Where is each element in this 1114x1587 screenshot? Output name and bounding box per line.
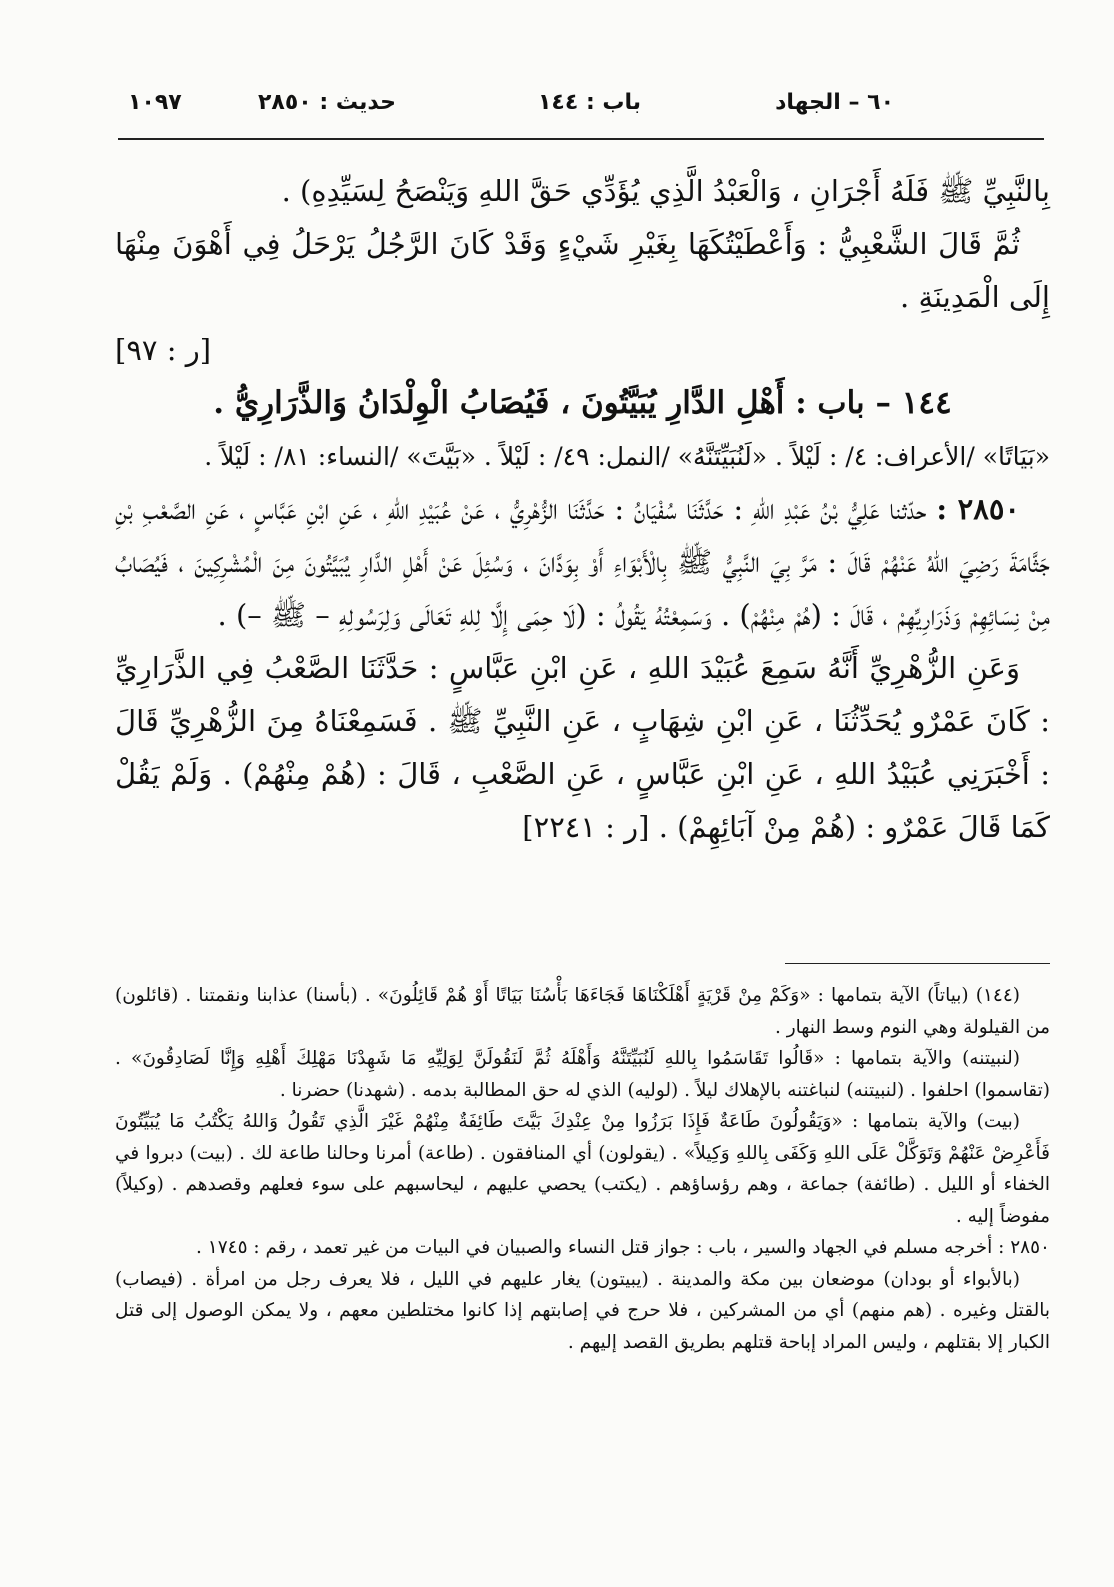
footnote: (بالأبواء أو بودان) موضعان بين مكة والمدينة . (يبيتون) يغار عليهم في الليل ، فلا يعرف رجل من امرأة . (فيصاب) بالقتل وغيره . (هم منهم) أي من المشركين ، فلا حرج في إصابتهم إذا كانوا مختلطين معهم ، ولا يمكن الوصول إلى قتل الكبار إلا بقتلهم ، وليس المراد إباحة قتلهم بطريق القصد إليهم . (115, 1268, 1050, 1353)
page-number: ١٠٩٧ (128, 90, 182, 115)
hadith-text: حدّثنا عَلِيُّ بْنُ عَبْدِ اللهِ : حَدَّثَنَا سُفْيَانُ : حَدَّثَنَا الزُّهْرِيُّ ، عَنْ عُبَيْدِ اللهِ ، عَنِ ابْنِ عَبَّاسٍ ، عَنِ الصَّعْبِ بْنِ جَثَّامَةَ رَضِيَ اللهُ عَنْهُمْ قَالَ : مَرَّ بِيَ النَّبِيُّ ﷺ بِالْأَبْوَاءِ أَوْ بِوَدَّانَ ، وَسُئِلَ عَنْ أَهْلِ الدَّارِ يُبَيَّتُونَ مِنَ الْمُشْرِكِينَ ، فَيُصَابُ مِنْ نِسَائِهِمْ وَذَرَارِيِّهِمْ ، قَالَ : (هُمْ مِنْهُمْ) . وَسَمِعْتُهُ يَقُولُ : (لَا حِمَى إِلَّا لِلهِ تَعَالَى وَلِرَسُولِهِ – ﷺ –) . (115, 492, 1050, 632)
footnote: (١٤٤) (بياتاً) الآية بتمامها : «وَكَمْ مِنْ قَرْيَةٍ أَهْلَكْنَاهَا فَجَاءَهَا بَأْسُنَا بَيَاتًا أَوْ هُمْ قَائِلُونَ» . (بأسنا) عذابنا ونقمتنا . (قائلون) من القيلولة وهي النوم وسط النهار . (115, 985, 1050, 1038)
footnote: (لنبيتنه) والآية بتمامها : «قَالُوا تَقَاسَمُوا بِاللهِ لَنُبَيِّتَنَّهُ وَأَهْلَهُ ثُمَّ لَنَقُولَنَّ لِوَلِيِّهِ مَا شَهِدْنَا مَهْلِكَ أَهْلِهِ وَإِنَّا لَصَادِقُونَ» . (تقاسموا) احلفوا . (لنبيتنه) لنباغتنه بالإهلاك ليلاً . (لوليه) الذي له حق المطالبة بدمه . (شهدنا) حضرنا . (115, 1048, 1050, 1101)
reference: [ر : ٩٧] (115, 333, 212, 367)
verses-line: «بَيَاتًا» /الأعراف: ٤/ : لَيْلاً . «لَنُبَيِّتَنَّهُ» /النمل: ٤٩/ : لَيْلاً . «بَيَّتَ» /النساء: ٨١/ : لَيْلاً . (204, 442, 1050, 471)
text-line: بِالنَّبِيِّ ﷺ فَلَهُ أَجْرَانِ ، وَالْعَبْدُ الَّذِي يُؤَدِّي حَقَّ اللهِ وَيَنْصَحُ لِسَيِّدِهِ) . (281, 174, 1050, 208)
footnotes (115, 980, 1050, 1358)
hadith-paragraph (115, 483, 1050, 642)
footnote-rule (785, 963, 1050, 964)
hadith-number: ٢٨٥٠ : (936, 492, 1020, 526)
hadith-label: حديث : ٢٨٥٠ (258, 90, 396, 115)
header-rule (118, 138, 1044, 140)
text-line: ثُمَّ قَالَ الشَّعْبِيُّ : وَأَعْطَيْتُكَهَا بِغَيْرِ شَيْءٍ وَقَدْ كَانَ الرَّجُلُ يَرْحَلُ فِي أَهْوَنَ مِنْهَا إِلَى الْمَدِينَةِ . (115, 227, 1050, 314)
footnote: (بيت) والآية بتمامها : «وَيَقُولُونَ طَاعَةٌ فَإِذَا بَرَزُوا مِنْ عِنْدِكَ بَيَّتَ طَائِفَةٌ مِنْهُمْ غَيْرَ الَّذِي تَقُولُ وَاللهُ يَكْتُبُ مَا يُبَيِّتُونَ فَأَعْرِضْ عَنْهُمْ وَتَوَكَّلْ عَلَى اللهِ وَكَفَى بِاللهِ وَكِيلاً» . (يقولون) أي المنافقون . (طاعة) أمرنا وحالنا طاعة لك . (بيت) دبروا في الخفاء أو الليل . (طائفة) جماعة ، وهم رؤساؤهم . (يكتب) يحصي عليهم ، ليحاسبهم على سوء فعلهم وقصدهم . (وكيلاً) مفوضاً إليه . (115, 1111, 1050, 1227)
footnote: ٢٨٥٠ : أخرجه مسلم في الجهاد والسير ، باب : جواز قتل النساء والصبيان في البيات من غير تعمد ، رقم : ١٧٤٥ . (196, 1237, 1050, 1258)
main-text (115, 165, 1050, 854)
chapter-title: ١٤٤ – باب : أَهْلِ الدَّارِ يُبَيَّتُونَ ، فَيُصَابُ الْوِلْدَانُ وَالذَّرَارِيُّ . (213, 385, 952, 421)
reference: [ر : ٢٢٤١] (522, 810, 650, 844)
running-header (118, 82, 1044, 130)
bab-label: باب : ١٤٤ (538, 90, 642, 115)
hadith-paragraph-2 (115, 642, 1050, 854)
hadith-text-2: وَعَنِ الزُّهْرِيِّ أَنَّهُ سَمِعَ عُبَيْدَ اللهِ ، عَنِ ابْنِ عَبَّاسٍ : حَدَّثَنَا الصَّعْبُ فِي الذَّرَارِيِّ : كَانَ عَمْرٌو يُحَدِّثُنَا ، عَنِ ابْنِ شِهَابٍ ، عَنِ النَّبِيِّ ﷺ . فَسَمِعْنَاهُ مِنَ الزُّهْرِيِّ قَالَ : أَخْبَرَنِي عُبَيْدُ اللهِ ، عَنِ ابْنِ عَبَّاسٍ ، عَنِ الصَّعْبِ ، قَالَ : (هُمْ مِنْهُمْ) . وَلَمْ يَقُلْ كَمَا قَالَ عَمْرٌو : (هُمْ مِنْ آبَائِهِمْ) . (115, 651, 1050, 844)
chapter-label: ٦٠ – الجهاد (775, 90, 894, 115)
